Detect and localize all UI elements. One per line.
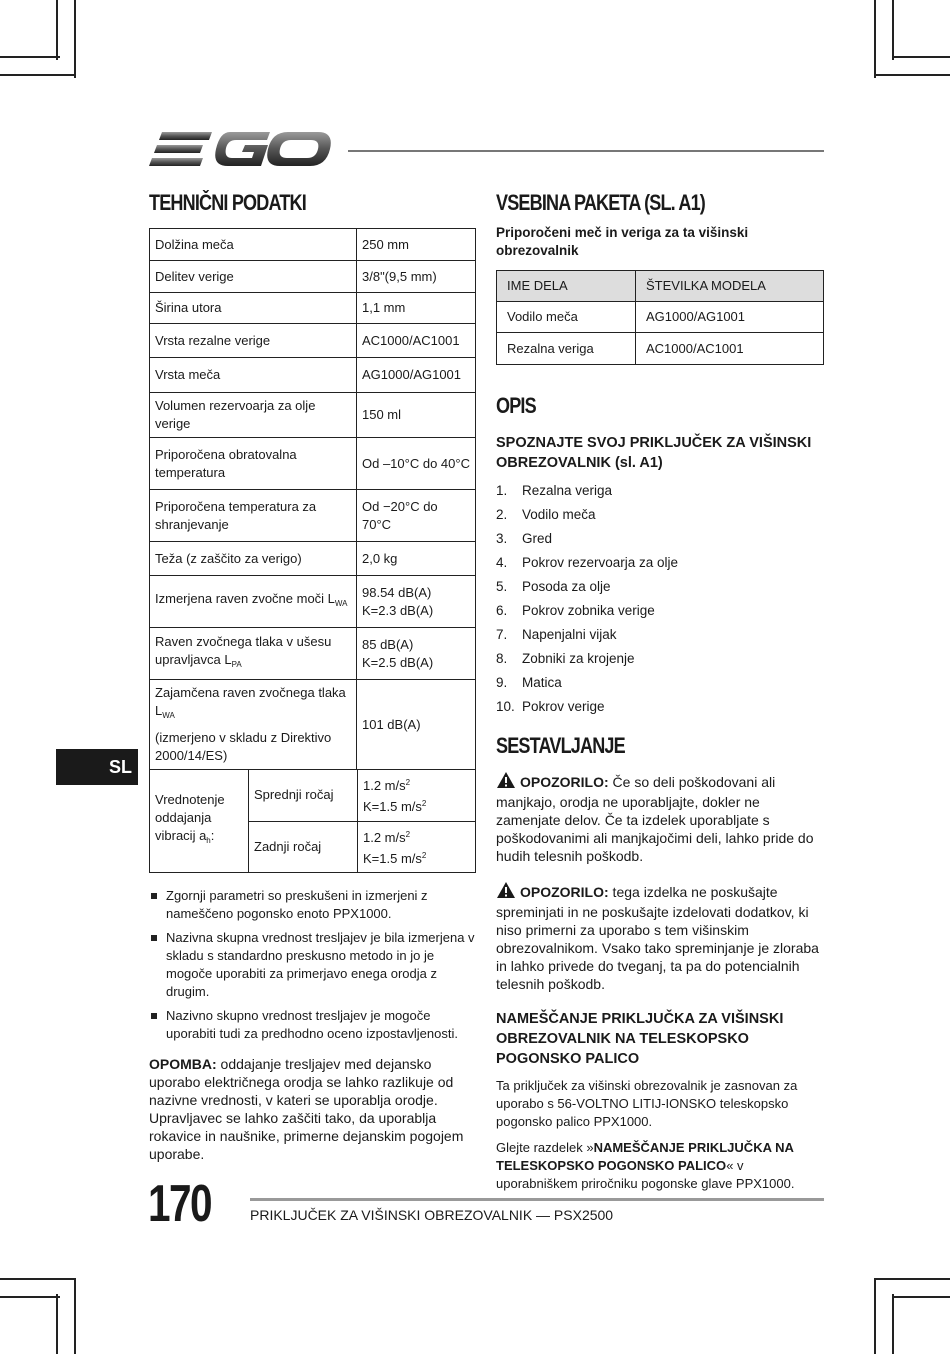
spec-table: [149, 228, 476, 770]
sound-pressure-label: Raven zvočnega tlaka v ušesu upravljavca $L_{PA}$: [150, 628, 357, 680]
crop-mark: [892, 0, 894, 60]
ego-logo: [148, 128, 332, 172]
column-header: IME DELA: [497, 271, 636, 302]
list-item: 9. Matica: [496, 675, 562, 690]
table-row: [150, 490, 476, 542]
list-item: Nazivna skupna vrednost tresljajev je bila izmerjena v skladu s standardno preskusno metodo in jo je mogoče uporabiti za primerjavo enega orodja z drugim.: [149, 929, 476, 1001]
list-item: Zgornji parametri so preskušeni in izmerjeni z nameščeno pogonsko enoto PPX1000.: [149, 887, 476, 923]
table-cell: AC1000/AC1001: [636, 333, 824, 365]
spec-label: Teža (z zaščito za verigo): [150, 542, 357, 576]
language-tab: SL: [56, 749, 138, 785]
front-handle-value: 1.2 $m/s^2$ K=1.5 $m/s^2$: [358, 769, 476, 821]
spec-value: AG1000/AG1001: [357, 358, 476, 393]
spec-value: Od −20°C do 70°C: [357, 490, 476, 542]
table-row: [150, 769, 476, 821]
spec-value: 1,1 mm: [357, 293, 476, 324]
note-paragraph: OPOMBA: oddajanje tresljajev med dejansko uporabo električnega orodja se lahko razlikuje od nazivne vrednosti, v kateri se uporablja orodje. Upravljavec se lahko zaščiti tako, da uporablja rokavice in naušnike, primerne dejanskim pogojem uporabe.: [149, 1055, 464, 1162]
column-header: ŠTEVILKA MODELA: [636, 271, 824, 302]
table-row: [497, 302, 824, 333]
table-cell: AG1000/AG1001: [636, 302, 824, 333]
spec-label: Volumen rezervoarja za olje verige: [150, 393, 357, 438]
crop-mark: [892, 1296, 950, 1298]
spec-label: Priporočena obratovalna temperatura: [150, 438, 357, 490]
header-rule: [348, 150, 824, 152]
package-subtitle: Priporočeni meč in veriga za ta višinski obrezovalnik: [496, 225, 749, 258]
spec-value: 2,0 kg: [357, 542, 476, 576]
rear-handle-value: 1.2 $m/s^2$ K=1.5 $m/s^2$: [358, 821, 476, 872]
crop-mark: [874, 1278, 876, 1354]
warning-paragraph: OPOZORILO: tega izdelka ne poskušajte spreminjati in ne poskušajte izdelovati dodatkov, ki niso primerni za uporabo s tem višinskim obrezovalnikom. Vsako tako spreminjanje je zloraba in lahko privede do tveganj, ta pa do potencialnih telesnih poškodb.: [496, 881, 824, 993]
warning-icon: [496, 881, 516, 903]
spec-label: Vrsta rezalne verige: [150, 324, 357, 358]
warning-icon: [496, 771, 516, 793]
sound-power-label: Izmerjena raven zvočne moči $L_{WA}$: [150, 576, 357, 628]
list-item: Nazivno skupno vrednost tresljajev je mogoče uporabiti tudi za predhodno oceno izpostavljenosti.: [149, 1007, 476, 1043]
list-item: 4. Pokrov rezervoarja za olje: [496, 555, 679, 570]
crop-mark: [56, 0, 58, 60]
package-title: VSEBINA PAKETA (SL. A1): [496, 190, 705, 215]
list-item: 8. Zobniki za krojenje: [496, 651, 635, 666]
crop-mark: [56, 1294, 58, 1354]
crop-mark: [892, 1294, 894, 1354]
spec-label: Priporočena temperatura za shranjevanje: [150, 490, 357, 542]
warning-paragraph: OPOZORILO: Če so deli poškodovani ali manjkajo, orodja ne uporabljajte, dokler ne zamenjate delov. Če ta izdelek uporabljate s poškodovanimi ali manjkajočimi deli, lahko pride do hudih telesnih poškodb.: [496, 771, 824, 865]
mounting-reference: Glejte razdelek »NAMEŠČANJE PRIKLJUČKA NA TELESKOPSKO POGONSKO PALICO« v uporabniškem priročniku pogonske glave PPX1000.: [496, 1140, 795, 1191]
crop-mark: [874, 74, 950, 76]
table-row: [150, 324, 476, 358]
table-row: [150, 680, 476, 770]
crop-mark: [0, 74, 76, 76]
table-row: [150, 358, 476, 393]
list-item: 1. Rezalna veriga: [496, 483, 613, 498]
spec-value: 150 ml: [357, 393, 476, 438]
guaranteed-value: 101 dB(A): [357, 680, 476, 770]
mounting-paragraph: Ta priključek za višinski obrezovalnik je zasnovan za uporabo s 56-VOLTNO LITIJ-IONSKO teleskopsko pogonsko palico PPX1000.: [496, 1078, 798, 1129]
list-item: 10. Pokrov verige: [496, 699, 605, 714]
parts-table: [496, 270, 824, 365]
spec-value: Od –10°C do 40°C: [357, 438, 476, 490]
table-row: [497, 333, 824, 365]
assembly-title: SESTAVLJANJE: [496, 733, 625, 758]
footer-rule: [250, 1198, 824, 1201]
table-row: [150, 628, 476, 680]
spec-value: 3/8"(9,5 mm): [357, 261, 476, 293]
front-handle-label: Sprednji ročaj: [249, 769, 358, 821]
description-title: OPIS: [496, 393, 536, 418]
table-row: [150, 293, 476, 324]
crop-mark: [874, 0, 876, 78]
rear-handle-label: Zadnji ročaj: [249, 821, 358, 872]
table-row: [150, 542, 476, 576]
table-row: [150, 576, 476, 628]
know-your-tool-title: SPOZNAJTE SVOJ PRIKLJUČEK ZA VIŠINSKI OBREZOVALNIK (sl. A1): [496, 435, 812, 471]
sound-power-value: 98.54 dB(A) K=2.3 dB(A): [357, 576, 476, 628]
list-item: 6. Pokrov zobnika verige: [496, 603, 655, 618]
table-row: [150, 438, 476, 490]
table-cell: Rezalna veriga: [497, 333, 636, 365]
crop-mark: [0, 1278, 76, 1280]
notes-list: [149, 887, 476, 1043]
guaranteed-label: Zajamčena raven zvočnega tlaka $L_{WA}$ (izmerjeno v skladu z Direktivo 2000/14/ES): [150, 680, 357, 770]
spec-value: 250 mm: [357, 229, 476, 261]
table-cell: Vodilo meča: [497, 302, 636, 333]
left-column: [149, 190, 476, 1163]
spec-label: Delitev verige: [150, 261, 357, 293]
table-header-row: [497, 271, 824, 302]
spec-value: AC1000/AC1001: [357, 324, 476, 358]
spec-label: Vrsta meča: [150, 358, 357, 393]
vibration-table: [149, 769, 476, 873]
list-item: 2. Vodilo meča: [496, 507, 596, 522]
crop-mark: [892, 56, 950, 58]
vibration-label: Vrednotenje oddajanja vibracij $a_h$:: [150, 769, 249, 872]
crop-mark: [74, 0, 76, 78]
footer-title: PRIKLJUČEK ZA VIŠINSKI OBREZOVALNIK — PSX2500: [250, 1207, 614, 1223]
table-row: [150, 261, 476, 293]
table-row: [150, 393, 476, 438]
mounting-title: NAMEŠČANJE PRIKLJUČKA ZA VIŠINSKI OBREZOVALNIK NA TELESKOPSKO POGONSKO PALICO: [496, 1011, 784, 1067]
parts-list: [496, 479, 824, 719]
right-column: [496, 190, 824, 1193]
crop-mark: [874, 1278, 950, 1280]
sound-pressure-value: 85 dB(A) K=2.5 dB(A): [357, 628, 476, 680]
tech-data-title: TEHNIČNI PODATKI: [149, 190, 306, 215]
spec-label: Dolžina meča: [150, 229, 357, 261]
crop-mark: [0, 1296, 60, 1298]
page-number: 170: [148, 1175, 211, 1233]
crop-mark: [74, 1278, 76, 1354]
spec-label: Širina utora: [150, 293, 357, 324]
table-row: [150, 229, 476, 261]
list-item: 5. Posoda za olje: [496, 579, 611, 594]
crop-mark: [0, 56, 60, 58]
list-item: 7. Napenjalni vijak: [496, 627, 617, 642]
list-item: 3. Gred: [496, 531, 553, 546]
